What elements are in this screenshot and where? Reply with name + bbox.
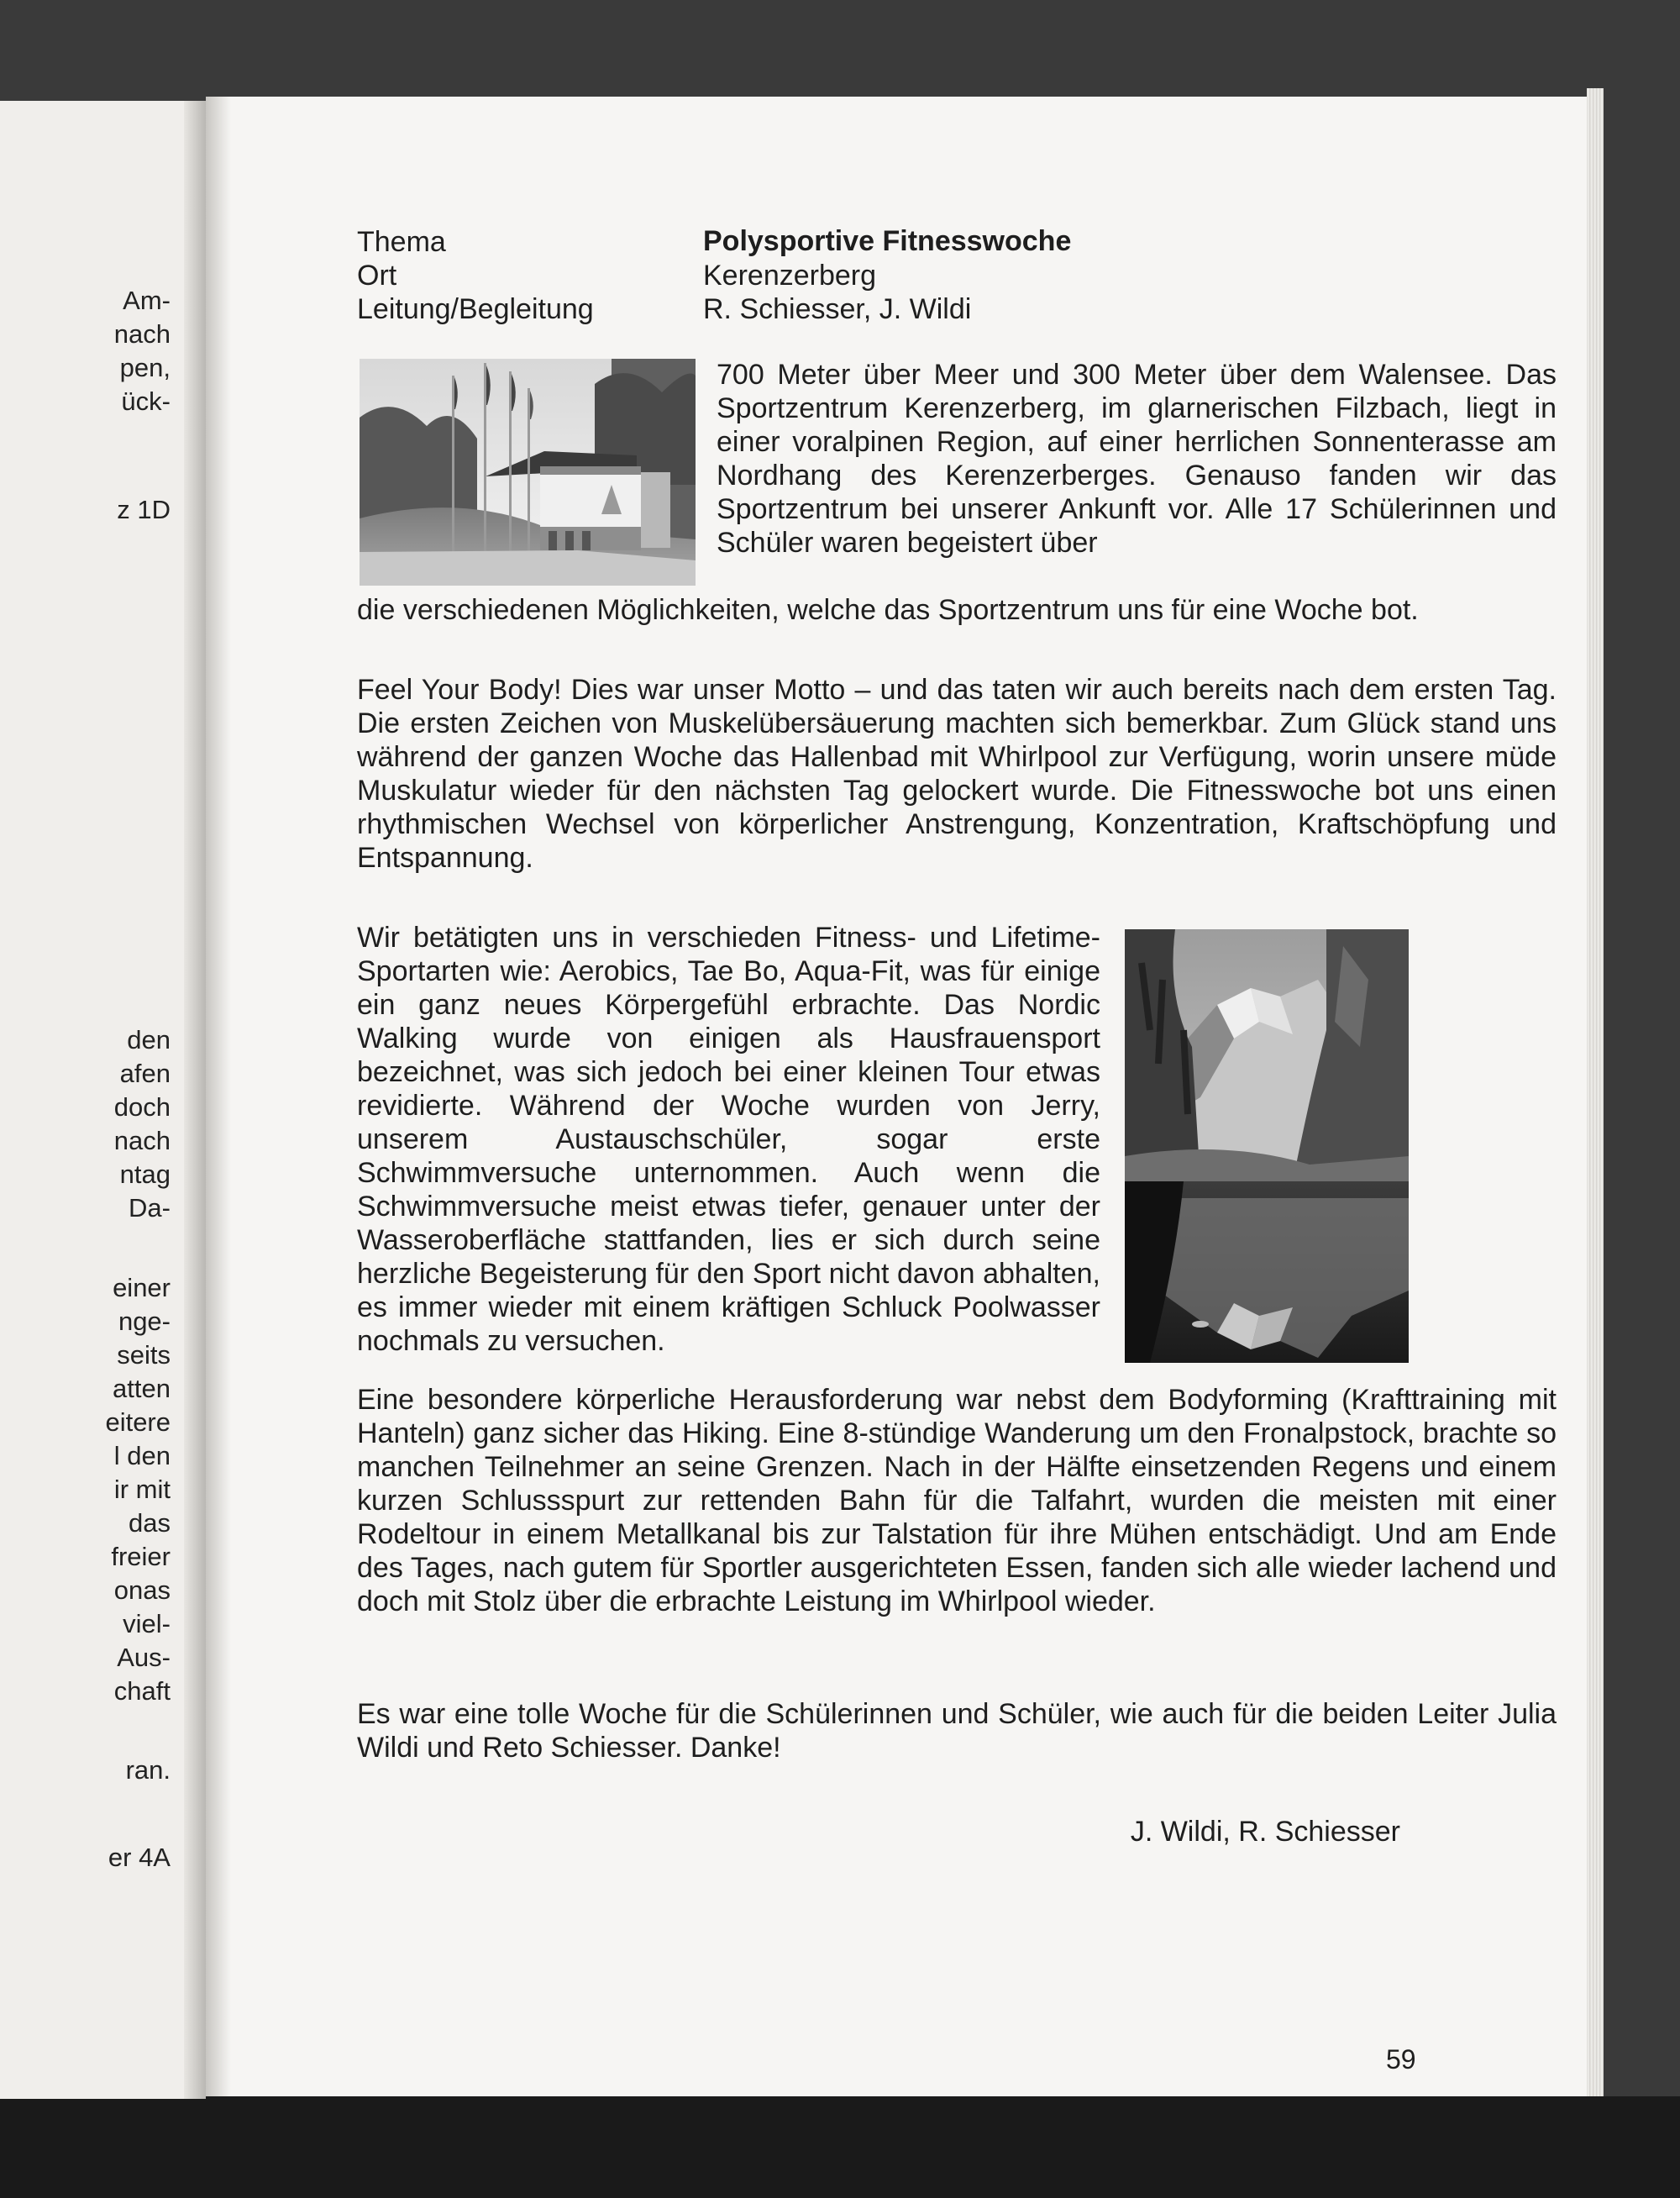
topic-label: Thema <box>357 226 446 258</box>
page-stack-edge <box>1587 88 1604 2096</box>
author-signature: J. Wildi, R. Schiesser <box>1130 1816 1400 1848</box>
left-page-fragment: nach <box>113 319 171 349</box>
lead-label: Leitung/Begleitung <box>357 293 594 325</box>
left-page-fragment: den <box>127 1025 171 1054</box>
left-page-fragment: ück- <box>121 386 171 416</box>
paragraph-hiking: Eine besondere körperliche Herausforderung war nebst dem Bodyforming (Krafttraining mit Hanteln) ganz sicher das Hiking. Eine 8-stündige Wanderung um den Fronalpstock, brachte so manchen Teilnehmer an seine Grenzen. Nach in der Hälfte einsetzenden Regens und einem kurzen Schlussspurt zur rettenden Bahn für die Talfahrt, wurden die meisten mit einer Rodeltour in einem Metallkanal bis zur Talstation für ihre Mühen entschädigt. Und am Ende des Tages, nach gutem für Sportler ausgerichteten Essen, fanden sich alle wieder lachend und doch mit Stolz über die erbrachte Leistung im Whirlpool wieder. <box>357 1384 1557 1617</box>
left-page-fragment: eitere <box>105 1407 171 1437</box>
intro-wrapped-text: 700 Meter über Meer und 300 Meter über dem Walensee. Das Sportzentrum Kerenzerberg, im glarnerischen Filzbach, liegt in einer voralpinen Region, auf einer herrlichen Sonnenterasse am Nordhang des Kerenzerberges. Genauso fanden wir das Sportzentrum bei unserer Ankunft vor. Alle 17 Schülerinnen und Schüler waren begeistert über <box>717 359 1557 559</box>
left-page-fragment: z 1D <box>117 495 171 524</box>
left-page-fragment: afen <box>119 1059 171 1088</box>
left-page-fragment: ir mit <box>113 1475 171 1504</box>
left-page-fragment: Aus- <box>117 1643 171 1672</box>
place-label: Ort <box>357 260 397 292</box>
left-page-fragment: einer <box>113 1273 171 1302</box>
paragraph-closing: Es war eine tolle Woche für die Schülerinnen und Schüler, wie auch für die beiden Leiter Julia Wildi und Reto Schiesser. Danke! <box>357 1698 1557 1764</box>
left-page-fragment: er 4A <box>108 1843 171 1872</box>
left-page-fragment: doch <box>113 1092 171 1122</box>
left-page-fragment: l den <box>113 1441 171 1470</box>
paragraph-feel-your-body: Feel Your Body! Dies war unser Motto – und das taten wir auch bereits nach dem ersten Tag. Die ersten Zeichen von Muskelübersäuerung machten sich bemerkbar. Zum Glück stand uns während der ganzen Woche das Hallenbad mit Whirlpool zur Verfügung, worin unsere müde Muskulatur wieder für den nächsten Tag gelockert wurde. Die Fitnesswoche bot uns einen rhythmischen Wechsel von körperlicher Anstrengung, Konzentration, Kraftschöpfung und Entspannung. <box>357 674 1557 874</box>
left-page-fragment: onas <box>113 1575 171 1605</box>
left-page-fragment: viel- <box>123 1609 171 1638</box>
left-page-fragment: atten <box>113 1374 171 1403</box>
left-page-fragment: nach <box>113 1126 171 1155</box>
left-facing-page <box>0 101 206 2099</box>
intro-continued-text: die verschiedenen Möglichkeiten, welche das Sportzentrum uns für eine Woche bot. <box>357 594 1419 626</box>
left-page-fragment: Da- <box>129 1193 171 1223</box>
left-page-fragment: Am- <box>123 286 171 315</box>
article-title: Polysportive Fitnesswoche <box>703 225 1072 257</box>
sports-center-photo <box>360 359 696 586</box>
right-page-gutter-shadow <box>206 97 231 2096</box>
left-page-fragment: ntag <box>119 1159 171 1189</box>
left-page-fragment: freier <box>111 1542 171 1571</box>
right-page <box>206 97 1587 2096</box>
place-value: Kerenzerberg <box>703 260 877 292</box>
lead-value: R. Schiesser, J. Wildi <box>703 293 972 325</box>
mountain-lake-photo <box>1125 929 1409 1363</box>
paragraph-fitness-sports: Wir betätigten uns in verschieden Fitness- und Lifetime-Sportarten wie: Aerobics, Tae Bo, Aqua-Fit, was für einige ein ganz neues Körpergefühl erbrachte. Das Nordic Walking wurde von einigen als Hausfrauensport bezeichnet, was sich jedoch bei einer kleinen Tour etwas revidierte. Während der Woche wurden von Jerry, unserem Austauschschüler, sogar erste Schwimmversuche unternommen. Auch wenn die Schwimmversuche meist etwas tiefer, genauer unter der Wasseroberfläche stattfanden, lies er sich durch seine herzliche Begeisterung für den Sport nicht davon abhalten, es immer wieder mit einem kräftigen Schluck Poolwasser nochmals zu versuchen. <box>357 922 1100 1357</box>
left-page-fragment: das <box>129 1508 171 1538</box>
left-page-fragment: ran. <box>125 1755 171 1785</box>
left-page-fragment: pen, <box>119 353 171 382</box>
page-number: 59 <box>1386 2044 1416 2074</box>
scanner-background <box>0 2096 1680 2198</box>
left-page-fragment: chaft <box>113 1676 171 1706</box>
left-page-gutter-shadow <box>184 101 206 2099</box>
left-page-fragment: nge- <box>118 1307 171 1336</box>
left-page-fragment: seits <box>117 1340 171 1370</box>
